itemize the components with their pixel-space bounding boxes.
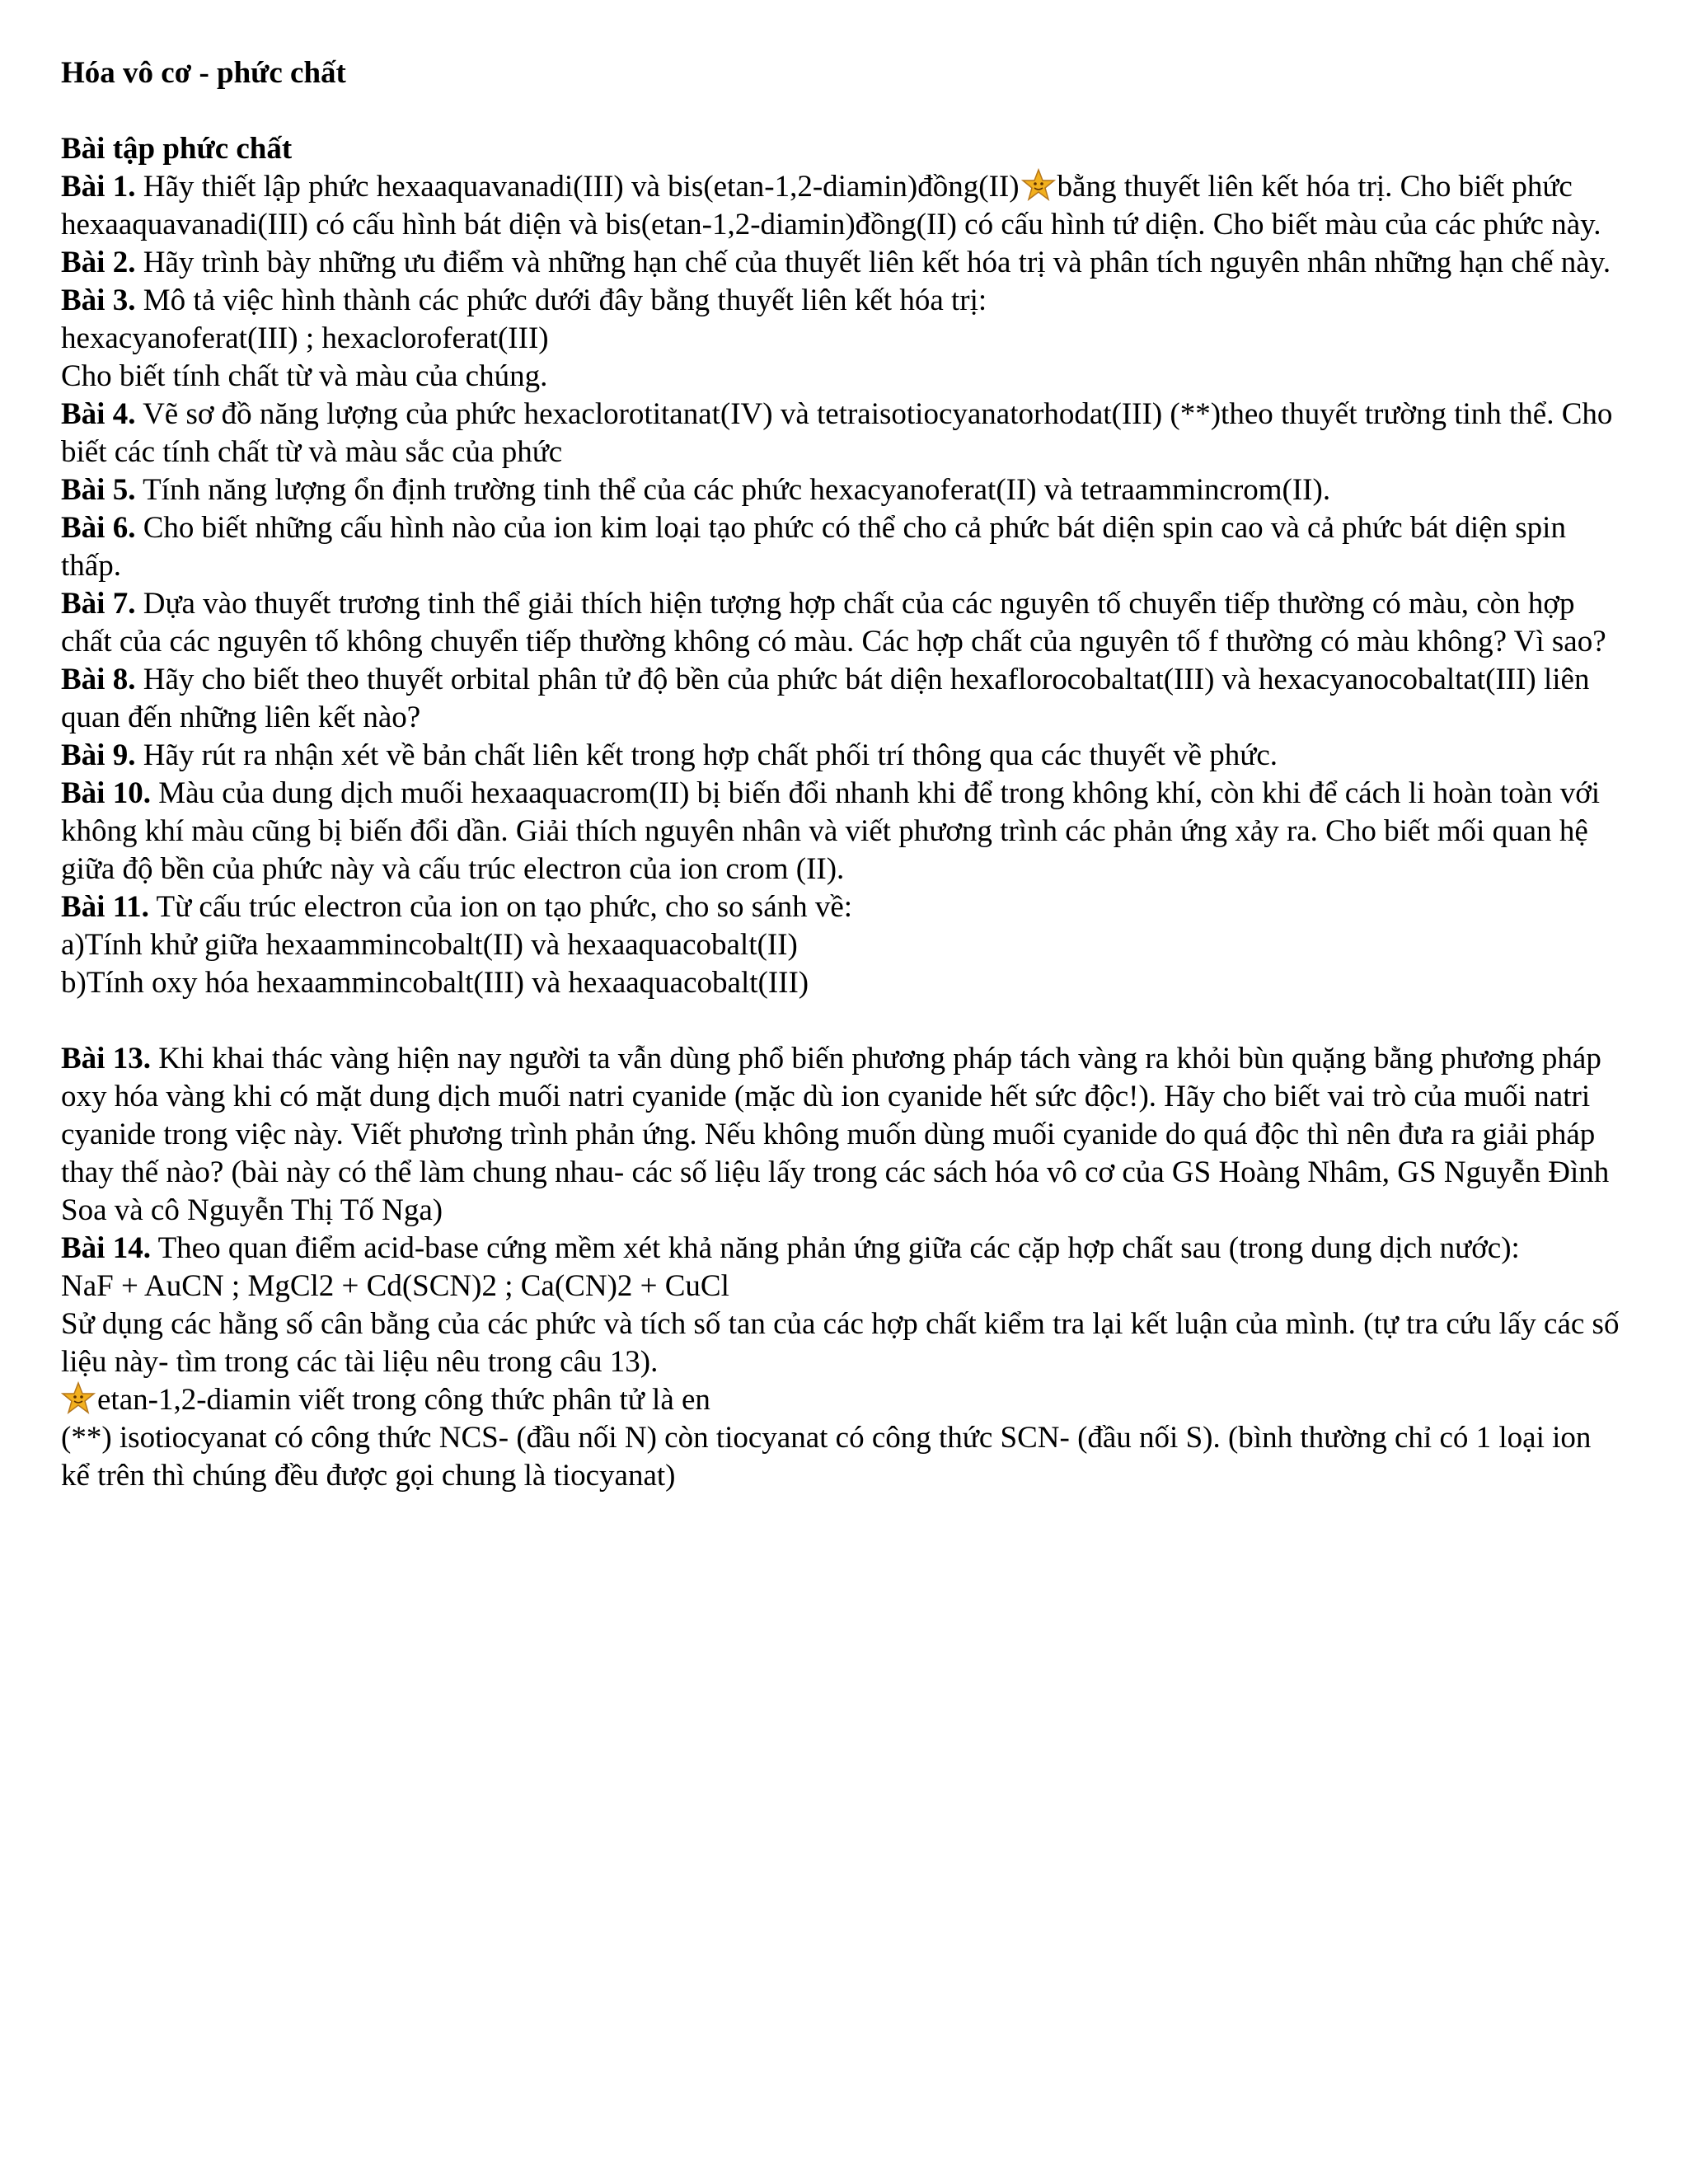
exercise-6-number: Bài 6.: [61, 511, 136, 545]
star-icon: [61, 1381, 96, 1414]
exercise-3-text: Mô tả việc hình thành các phức dưới đây bằng thuyết liên kết hóa trị:: [143, 284, 987, 317]
exercise-7-number: Bài 7.: [61, 587, 136, 621]
exercise-2: [61, 244, 1627, 282]
exercise-14-number: Bài 14.: [61, 1231, 151, 1265]
exercise-4-number: Bài 4.: [61, 397, 136, 431]
star-icon: [1021, 168, 1056, 201]
exercise-14-line-2: NaF + AuCN ; MgCl2 + Cd(SCN)2 ; Ca(CN)2 + CuCl: [61, 1269, 729, 1303]
exercise-6-text: Cho biết những cấu hình nào của ion kim loại tạo phức có thể cho cả phức bát diện spin cao và cả phức bát diện spin thấp.: [61, 511, 1566, 583]
exercise-10-text: Màu của dung dịch muối hexaaquacrom(II) bị biến đổi nhanh khi để trong không khí, còn khi để cách li hoàn toàn với không khí màu cũng bị biến đổi dần. Giải thích nguyên nhân và viết phương trình các phản ứng xảy ra. Cho biết mối quan hệ giữa độ bền của phức này và cấu trúc electron của ion crom (II).: [61, 776, 1601, 886]
exercise-1-number: Bài 1.: [61, 170, 136, 204]
exercise-7-text: Dựa vào thuyết trương tinh thể giải thích hiện tượng hợp chất của các nguyên tố chuyển tiếp thường có màu, còn hợp chất của các nguyên tố không chuyển tiếp thường không có màu. Các hợp chất của nguyên tố f thường có màu không? Vì sao?: [61, 587, 1606, 658]
exercise-4-text: Vẽ sơ đồ năng lượng của phức hexaclorotitanat(IV) và tetraisotiocyanatorhodat(III) (**)theo thuyết trường tinh thể. Cho biết các tính chất từ và màu sắc của phức: [61, 397, 1613, 469]
exercise-5-text: Tính năng lượng ổn định trường tinh thể của các phức hexacyanoferat(II) và tetraammincrom(II).: [143, 473, 1331, 507]
exercise-3-line-3: Cho biết tính chất từ và màu của chúng.: [61, 359, 548, 393]
exercise-14-text: Theo quan điểm acid-base cứng mềm xét khả năng phản ứng giữa các cặp hợp chất sau (trong dung dịch nước):: [157, 1231, 1520, 1265]
exercise-3-number: Bài 3.: [61, 284, 136, 317]
footnote-double-star: (**) isotiocyanat có công thức NCS- (đầu nối N) còn tiocyanat có công thức SCN- (đầu nối S). (bình thường chỉ có 1 loại ion kể trên thì chúng đều được gọi chung là tiocyanat): [61, 1421, 1592, 1493]
document-page: [61, 54, 1627, 1495]
exercise-7: [61, 585, 1627, 661]
section-title: Bài tập phức chất: [61, 132, 293, 166]
exercise-5-number: Bài 5.: [61, 473, 136, 507]
document-title: Hóa vô cơ - phức chất: [61, 56, 346, 90]
exercise-11-line-b: b)Tính oxy hóa hexaammincobalt(III) và hexaaquacobalt(III): [61, 966, 809, 1000]
exercise-8: [61, 661, 1627, 737]
exercise-1-text-a: Hãy thiết lập phức hexaaquavanadi(III) và bis(etan-1,2-diamin)đồng(II): [143, 170, 1020, 204]
exercise-5: [61, 471, 1627, 509]
exercise-2-text: Hãy trình bày những ưu điểm và những hạn chế của thuyết liên kết hóa trị và phân tích nguyên nhân những hạn chế này.: [143, 246, 1611, 279]
exercise-10-number: Bài 10.: [61, 776, 151, 810]
exercise-1-text-b: bằng thuyết liên kết hóa trị. Cho biết phức hexaaquavanadi(III) có cấu hình bát diện và bis(etan-1,2-diamin)đồng(II) có cấu hình tứ diện. Cho biết màu của các phức này.: [61, 170, 1601, 241]
exercise-11: [61, 888, 1627, 926]
exercise-1: [61, 168, 1627, 244]
exercise-13-text: Khi khai thác vàng hiện nay người ta vẫn dùng phổ biến phương pháp tách vàng ra khỏi bùn quặng bằng phương pháp oxy hóa vàng khi có mặt dung dịch muối natri cyanide (mặc dù ion cyanide hết sức độc!). Hãy cho biết vai trò của muối natri cyanide trong việc này. Viết phương trình phản ứng. Nếu không muốn dùng muối cyanide do quá độc thì nên đưa ra giải pháp thay thế nào? (bài này có thể làm chung nhau- các số liệu lấy trong các sách hóa vô cơ của GS Hoàng Nhâm, GS Nguyễn Đình Soa và cô Nguyễn Thị Tố Nga): [61, 1042, 1610, 1227]
blank-line: [61, 1002, 1627, 1040]
exercise-11-line-a: a)Tính khử giữa hexaammincobalt(II) và hexaaquacobalt(II): [61, 928, 798, 962]
exercise-10: [61, 775, 1627, 888]
exercise-6: [61, 509, 1627, 585]
exercise-13: [61, 1040, 1627, 1230]
exercise-8-number: Bài 8.: [61, 663, 136, 696]
exercise-9: [61, 737, 1627, 775]
exercise-11-text: Từ cấu trúc electron của ion on tạo phức, cho so sánh về:: [156, 890, 853, 924]
exercise-3-line-2: hexacyanoferat(III) ; hexacloroferat(III): [61, 321, 549, 355]
exercise-13-number: Bài 13.: [61, 1042, 151, 1076]
footnote-star-text: etan-1,2-diamin viết trong công thức phân tử là en: [97, 1383, 710, 1417]
exercise-3: [61, 282, 1627, 320]
exercise-14-line-3: Sử dụng các hằng số cân bằng của các phức và tích số tan của các hợp chất kiểm tra lại kết luận của mình. (tự tra cứu lấy các số liệu này- tìm trong các tài liệu nêu trong câu 13).: [61, 1307, 1620, 1379]
exercise-2-number: Bài 2.: [61, 246, 136, 279]
exercise-8-text: Hãy cho biết theo thuyết orbital phân tử độ bền của phức bát diện hexaflorocobaltat(III) và hexacyanocobaltat(III) liên quan đến những liên kết nào?: [61, 663, 1590, 734]
exercise-14: [61, 1230, 1627, 1268]
exercise-4: [61, 396, 1627, 471]
exercise-11-number: Bài 11.: [61, 890, 149, 924]
footnote-star: [61, 1381, 1627, 1419]
exercise-9-text: Hãy rút ra nhận xét về bản chất liên kết trong hợp chất phối trí thông qua các thuyết về phức.: [143, 738, 1278, 772]
exercise-9-number: Bài 9.: [61, 738, 136, 772]
